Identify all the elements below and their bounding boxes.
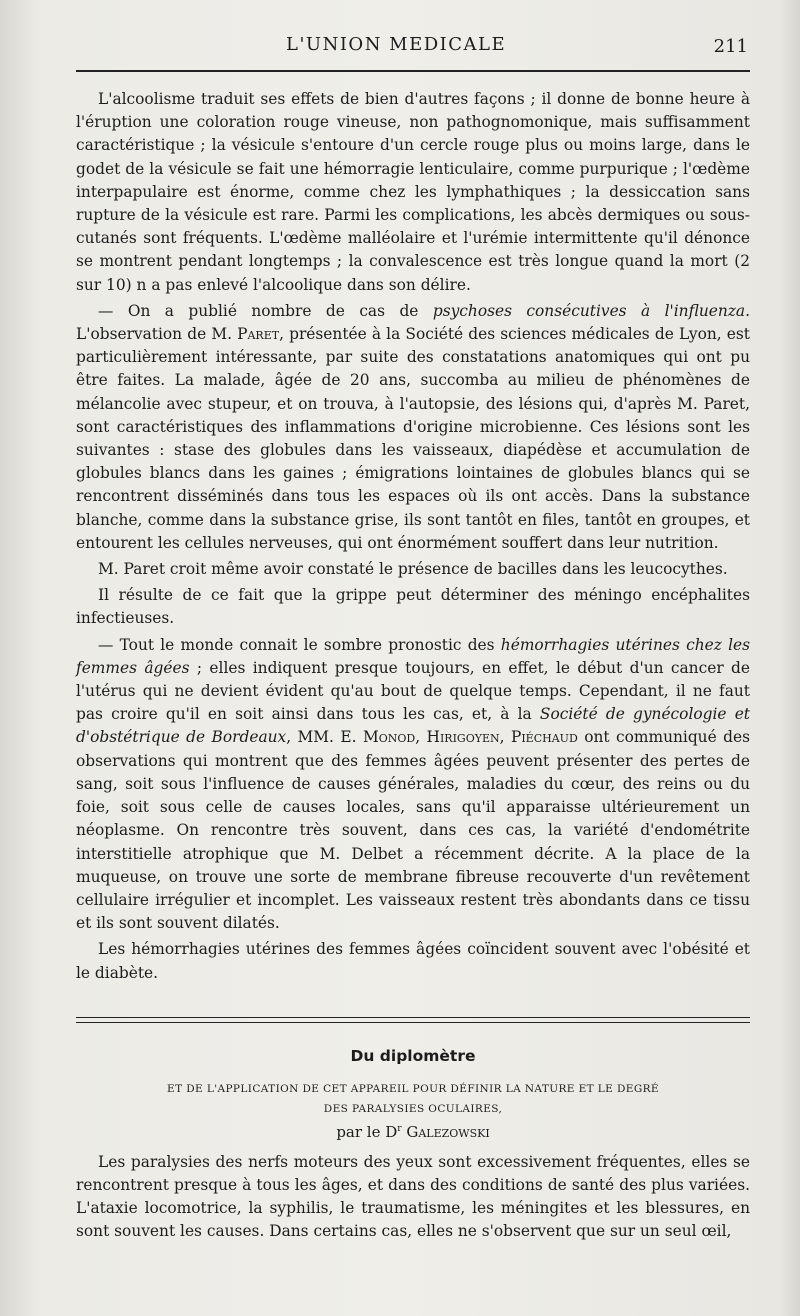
text-segment: , [415,728,427,747]
paragraph-p1 [76,88,750,297]
text-segment: . L'observation de M. [76,301,750,344]
paragraph-p6 [76,938,750,984]
text-segment: — Tout le monde connait le sombre pronostic des [98,635,501,654]
author-prefix: par le D [336,1122,398,1141]
section-divider [76,1017,750,1023]
text-segment: ont communiqué des observations qui montrent que des femmes âgées peuvent présenter des pertes de sang, soit sous l'influence de causes générales, maladies du cœur, des reins ou du foie, soit sous celle de causes locales, sans qu'il apparaisse ultérieurement un néoplasme. On rencontre très souvent, dans ces cas, la variété d'endométrite interstitielle atrophique que M. Delbet a récemment décrite. A la place de la muqueuse, on trouve une sorte de membrane fibreuse recouverte d'un revêtement cellulaire irrégulier et incomplet. Les vaisseaux restent très abondants dans ce tissu et ils sont souvent dilatés. [76,728,750,933]
paragraph-p3 [76,558,750,581]
text-segment: Il résulte de ce fait que la grippe peut déterminer des méningo encéphalites infectieuses. [76,586,750,628]
body-text [76,88,750,985]
author-title-sup: r [397,1123,402,1134]
article-author [76,1123,750,1141]
article-subtitle-line-2: DES PARALYSIES OCULAIRES, [323,1102,503,1115]
text-segment: L'alcoolisme traduit ses effets de bien d'autres façons ; il donne de bonne heure à l'éruption une coloration rouge vineuse, non pathognomonique, mais suffisamment caractéristique ; la vésicule s'entoure d'un cercle rouge plus ou moins large, dans le godet de la vésicule se fait une hémorragie lenticulaire, comme purpurique ; l'œdème interpapulaire est énorme, comme chez les lymphathiques ; la dessiccation sans rupture de la vésicule est rare. Parmi les complications, les abcès dermiques ou sous-cutanés sont fréquents. L'œdème malléolaire et l'urémie intermittente qu'il dénonce se montrent pendant longtemps ; la convalescence est très longue quand la mort (2 sur 10) n a pas enlevé l'alcoolique dans son délire. [76,90,750,294]
text-segment: psychoses consécutives à l'influenza [432,301,746,320]
text-segment: , [499,728,511,747]
header-rule [76,70,750,72]
text-segment: ; elles indiquent presque toujours, en effet, le début d'un cancer de l'utérus qui ne devient évident qu'au bout de quelque temps. Cependant, il ne faut pas croire qu'il en soit ainsi dans tous les cas, et, à la [76,658,750,724]
page-header [76,32,750,66]
text-segment: hémorrhagies utérines chez les femmes âgées [76,635,750,677]
author-name: Galezowski [406,1122,490,1141]
text-segment: Piéchaud [510,728,578,747]
paragraph-p2 [76,300,750,555]
article-subtitle-line-1: ET DE L'APPLICATION DE CET APPAREIL POUR DÉFINIR LA NATURE ET LE DEGRÉ [167,1082,659,1095]
text-segment: Hirigoyen [426,728,500,747]
text-segment: , présentée à la Société des sciences médicales de Lyon, est particulièrement intéressante, par suite des constatations anatomiques qui ont pu être faites. La malade, âgée de 20 ans, succomba au milieu de phénomènes de mélancolie avec stupeur, et on trouva, à l'autopsie, des lésions qui, d'après M. Paret, sont caractéristiques des inflammations d'origine microbienne. Ces lésions sont les suivantes : stase des globules dans les vaisseaux, diapédèse et accumulation de globules blancs dans les gaines ; émigrations lointaines de globules blancs qui se rencontrent disséminés dans tous les espaces où ils ont accès. Dans la substance blanche, comme dans la substance grise, ils sont tantôt en files, tantôt en groupes, et entourent les cellules nerveuses, qui ont énormément souffert dans leur nutrition. [76,325,750,552]
paragraph-p5 [76,634,750,936]
text-segment: Société de gynécologie et d'obstétrique de Bordeaux [76,705,750,747]
text-segment: Monod [362,728,416,747]
text-segment: M. Paret croit même avoir constaté le présence de bacilles dans les leucocythes. [98,560,728,579]
text-segment: Paret [237,325,280,344]
text-segment: — On a publié nombre de cas de [98,301,433,320]
text-segment: Les hémorrhagies utérines des femmes âgées coïncident souvent avec l'obésité et le diabète. [76,940,750,982]
article-title: Du diplomètre [350,1046,476,1065]
article-body-paragraph: Les paralysies des nerfs moteurs des yeux sont excessivement fréquentes, elles se rencontrent presque à tous les âges, et dans des conditions de santé des plus variées. L'ataxie locomotrice, la syphilis, le traumatisme, les méningites et les blessures, en sont souvent les causes. Dans certains cas, elles ne s'observent que sur un seul œil, [76,1152,750,1241]
running-title: L'UNION MEDICALE [286,34,507,55]
page-number: 211 [713,36,748,57]
paragraph-p4 [76,584,750,630]
text-segment: , MM. E. [286,728,363,747]
